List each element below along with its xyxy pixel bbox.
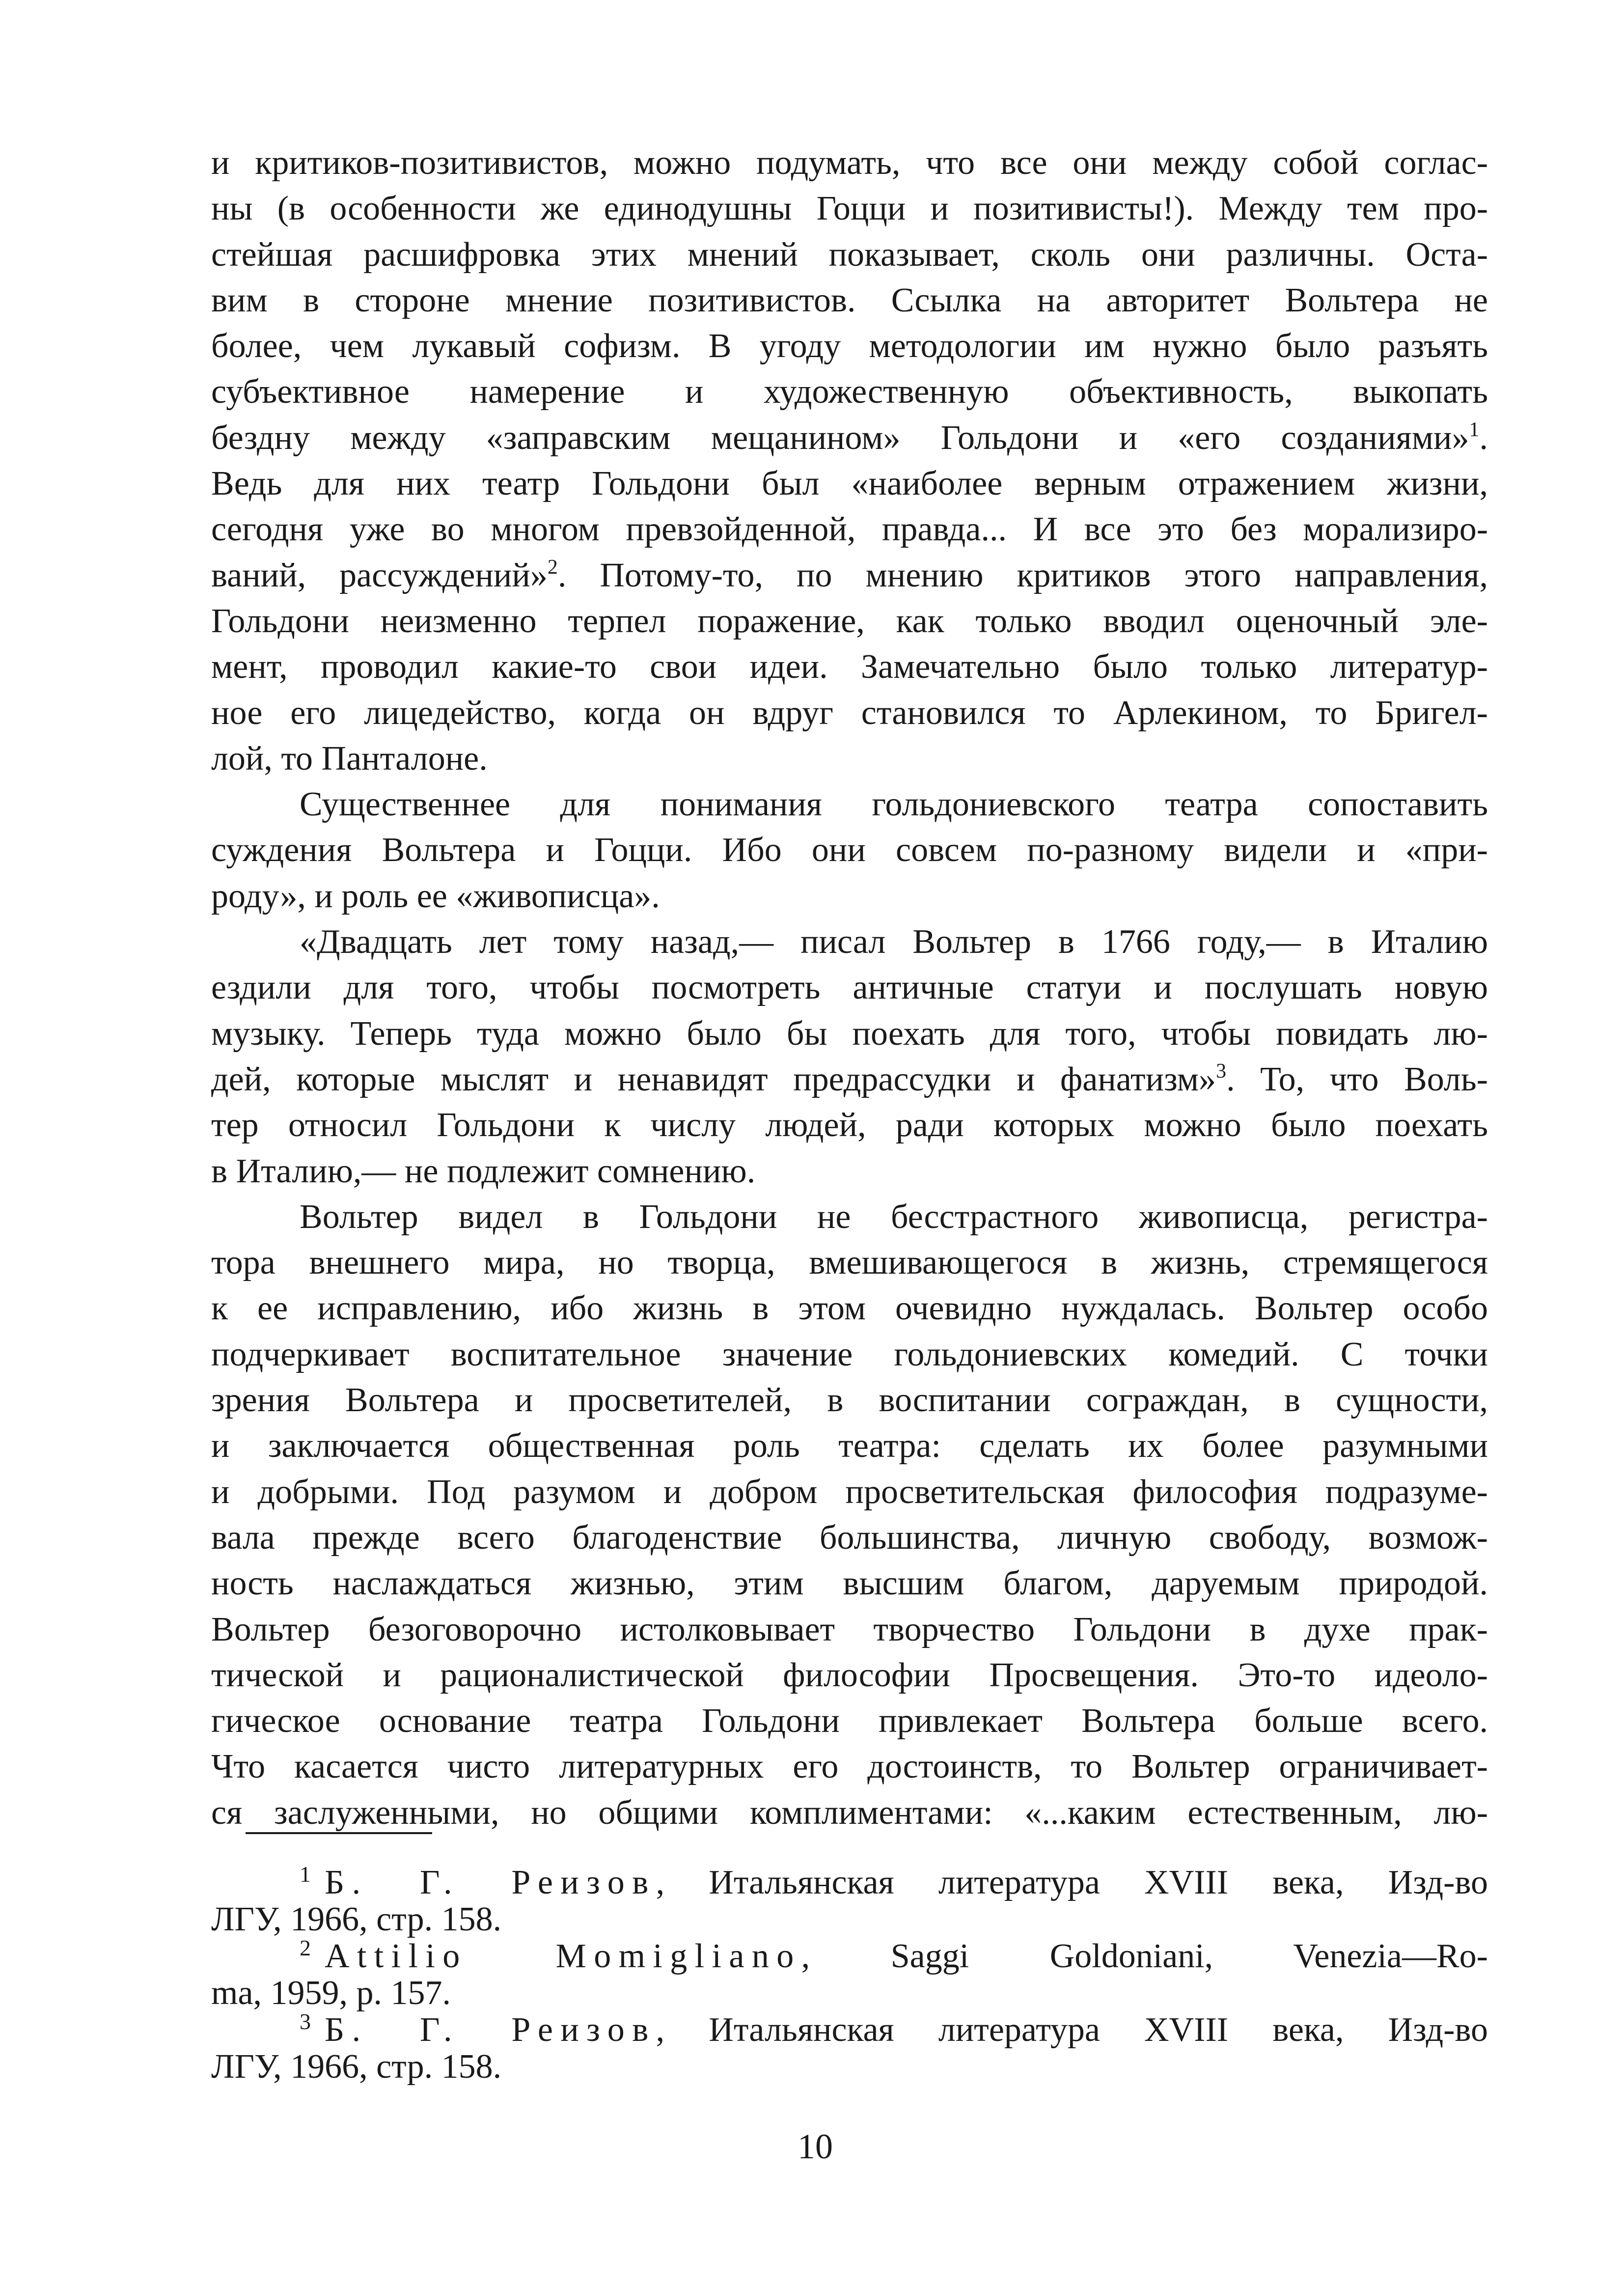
text-line: и заключается общественная роль театра: сделать их более разумными (211, 1427, 1488, 1465)
text-line: Существеннее для понимания гольдониевского театра сопоставить (300, 785, 1488, 824)
text-segment: дей, которые мыслят и ненавидят предрассудки и фанатизм» (211, 1060, 1216, 1098)
footnote-text: , Saggi Goldoniani, Venezia—Ro- (801, 1938, 1488, 1975)
text-line (211, 1057, 1488, 1102)
text-line: музыку. Теперь туда можно было бы поехать для того, чтобы повидать лю- (211, 1014, 1488, 1053)
footnote-line: ЛГУ, 1966, стр. 158. (211, 1901, 502, 1938)
text-line: тора внешнего мира, но творца, вмешивающегося в жизнь, стремящегося (211, 1244, 1488, 1282)
footnote-divider (246, 1832, 432, 1834)
footnote-ref: 1 (1469, 418, 1480, 441)
footnote-line: ma, 1959, p. 157. (211, 1975, 451, 2011)
text-line: роду», и роль ее «живописца». (211, 877, 660, 915)
footnote-text: , Итальянская литература XVIII века, Изд-во (656, 1864, 1488, 1901)
text-line: к ее исправлению, ибо жизнь в этом очевидно нуждалась. Вольтер особо (211, 1289, 1488, 1328)
footnote-line (211, 1938, 1488, 1975)
text-line: тер относил Гольдони к числу людей, ради которых можно было поехать (211, 1106, 1488, 1144)
text-line: Вольтер безоговорочно истолковывает творчество Гольдони в духе прак- (211, 1610, 1488, 1648)
text-line: ездили для того, чтобы посмотреть античные статуи и послушать новую (211, 969, 1488, 1007)
text-line: «Двадцать лет тому назад,— писал Вольтер в 1766 году,— в Италию (300, 923, 1488, 961)
footnote-line: ЛГУ, 1966, стр. 158. (211, 2048, 502, 2085)
text-line: мент, проводил какие-то свои идеи. Замечательно было только литератур- (211, 648, 1488, 686)
text-line: Вольтер видел в Гольдони не бесстрастного живописца, регистра- (300, 1198, 1488, 1236)
footnote-line (211, 1864, 1488, 1901)
text-line: вим в стороне мнение позитивистов. Ссылка на авторитет Вольтера не (211, 281, 1488, 319)
text-line: подчеркивает воспитательное значение гольдониевских комедий. С точки (211, 1335, 1488, 1373)
footnote-mark: 2 (300, 1938, 311, 1960)
text-line: в Италию,— не подлежит сомнению. (211, 1152, 756, 1190)
text-segment: бездну между «заправским мещанином» Гольдони и «его созданиями» (211, 418, 1469, 457)
footnote-text: , Итальянская литература XVIII века, Изд-во (656, 2011, 1488, 2048)
text-line: ность наслаждаться жизнью, этим высшим благом, даруемым природой. (211, 1564, 1488, 1603)
text-line: и критиков-позитивистов, можно подумать, что все они между собой соглас- (211, 144, 1488, 182)
text-segment: . (1479, 418, 1488, 457)
text-line: зрения Вольтера и просветителей, в воспитании сограждан, в сущности, (211, 1381, 1488, 1420)
footnote-mark: 1 (300, 1864, 311, 1887)
text-line: вала прежде всего благоденствие большинства, личную свободу, возмож- (211, 1518, 1488, 1557)
text-line (211, 415, 1488, 461)
main-text (211, 140, 1488, 1836)
text-line: и добрыми. Под разумом и добром просветительская философия подразуме- (211, 1473, 1488, 1511)
footnote-ref: 2 (547, 556, 558, 579)
text-line: стейшая расшифровка этих мнений показывает, сколь они различны. Оста- (211, 235, 1488, 274)
text-segment: . Потому-то, по мнению критиков этого направления, (557, 556, 1488, 594)
footnote-author: Б. Г. Реизов (325, 1864, 656, 1901)
text-line: Ведь для них театр Гольдони был «наиболее верным отражением жизни, (211, 465, 1488, 503)
text-line: гическое основание театра Гольдони привлекает Вольтера больше всего. (211, 1702, 1488, 1740)
footnote-line (211, 2011, 1488, 2048)
text-segment: ваний, рассуждений» (211, 556, 548, 594)
footnote-author: Attilio Momigliano (325, 1938, 801, 1975)
text-line: Что касается чисто литературных его достоинств, то Вольтер ограничивает- (211, 1748, 1488, 1786)
text-line: суждения Вольтера и Гоцци. Ибо они совсем по-разному видели и «при- (211, 831, 1488, 869)
text-line: Гольдони неизменно терпел поражение, как только вводил оценочный эле- (211, 602, 1488, 640)
footnote-ref: 3 (1216, 1059, 1227, 1083)
footnote-author: Б. Г. Реизов (325, 2011, 656, 2048)
footnotes (211, 1864, 1488, 2085)
text-line: ное его лицедейство, когда он вдруг становился то Арлекином, то Бригел- (211, 694, 1488, 732)
text-line: субъективное намерение и художественную объективность, выкопать (211, 373, 1488, 411)
text-segment: . То, что Воль- (1226, 1060, 1488, 1098)
text-line: тической и рационалистической философии Просвещения. Это-то идеоло- (211, 1656, 1488, 1694)
text-line: лой, то Панталоне. (211, 739, 488, 778)
footnote-mark: 3 (300, 2011, 311, 2034)
page-number: 10 (798, 2127, 833, 2166)
text-line: ны (в особенности же единодушны Гоцци и позитивисты!). Между тем про- (211, 190, 1488, 228)
text-line: ся заслуженными, но общими комплиментами: «...каким естественным, лю- (211, 1793, 1488, 1832)
text-line: сегодня уже во многом превзойденной, правда... И все это без морализиро- (211, 510, 1488, 549)
text-line: более, чем лукавый софизм. В угоду методологии им нужно было разъять (211, 327, 1488, 365)
text-line (211, 553, 1488, 598)
